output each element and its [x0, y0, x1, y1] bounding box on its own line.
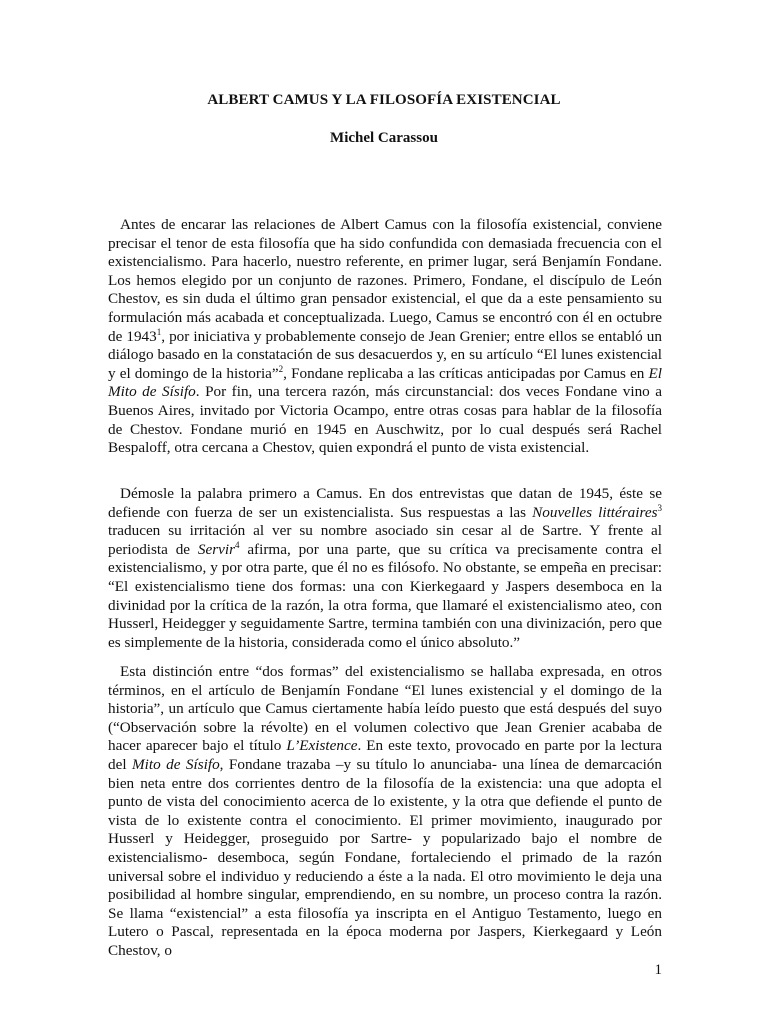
- document-author: Michel Carassou: [330, 130, 438, 146]
- book-title-l-existence: L’Existence: [286, 737, 358, 755]
- paragraph-3-text-a: Esta distinción entre “dos formas” del existencialismo se hallaba expresada, en otros términos, en el artículo de Benjamín Fondane “El lunes existencial y el domingo de la historia”, un artículo que Camus ciertamente había leído puesto que está después del suyo (“Observación sobre la révolte) en el volumen colectivo que Jean Grenier acababa de hacer aparecer bajo el título: [108, 663, 662, 755]
- paragraph-2-text-a: Démosle la palabra primero a Camus. En dos entrevistas que datan de 1945, éste se defiende con fuerza de ser un existencialista. Sus respuestas a las: [108, 485, 662, 521]
- publication-servir: Servir: [197, 540, 235, 558]
- paragraph-2-text-b: traducen su irritación al ver su nombre asociado sin cesar al de Sartre. Y frente al periodista de: [108, 522, 662, 558]
- paragraph-1-text-b: , por iniciativa y probablemente consejo de Jean Grenier; entre ellos se entabló un diálogo basado en la constatación de sus desacuerdos y, en su artículo “El lunes existencial y el domingo de la historia”: [108, 327, 662, 382]
- footnote-ref-1: 1: [156, 326, 162, 337]
- paragraph-1-text-d: . Por fin, una tercera razón, más circunstancial: dos veces Fondane vino a Buenos Aires, invitado por Victoria Ocampo, entre otras cosas para hablar de la filosofía de Chestov. Fondane murió en 1945 en Auschwitz, por lo cual después será Rachel Bespaloff, otra cercana a Chestov, quien expondrá el punto de vista existencial.: [108, 383, 662, 457]
- paragraph-3-text-c: , Fondane trazaba –y su título lo anunciaba- una línea de demarcación bien neta entre dos corrientes dentro de la filosofía de la existencia: una que adopta el punto de vista del conocimiento acerca de lo existente, y la otra que defiende el punto de vista de lo existente contra el conocimiento. El primer movimiento, inaugurado por Husserl y Heidegger, proseguido por Sartre- y popularizado bajo el nombre de existencialismo- desemboca, según Fondane, fortaleciendo el primado de la razón universal sobre el individuo y reduciendo a éste a la nada. El otro movimiento le deja una posibilidad al hombre singular, emprendiendo, en su nombre, un proceso contra la razón. Se llama “existencial” a esta filosofía ya inscripta en el Antiguo Testamento, luego en Lutero o Pascal, representada en la época moderna por Jaspers, Kierkegaard y León Chestov, o: [108, 755, 662, 959]
- footnote-ref-3: 3: [657, 502, 662, 513]
- page-number: 1: [654, 962, 662, 978]
- paragraph-2-text-c: afirma, por una parte, que su crítica va precisamente contra el existencialismo, y por otra parte, que él no es filósofo. No obstante, se empeña en precisar: “El existencialismo tiene dos formas: una con Kierkegaard y Jaspers desemboca en la divinidad por la crítica de la razón, la otra forma, que llamaré el existencialismo ateo, con Husserl, Heidegger y seguidamente Sartre, termina también con una divinización, pero que es simplemente de la historia, considerada como el único absoluto.”: [108, 540, 662, 651]
- book-title-mito-de-sisifo-2: Mito de Sísifo: [132, 755, 220, 773]
- paragraph-3-text-b: . En este texto, provocado en parte por la lectura del: [108, 737, 662, 773]
- book-title-mito-de-sisifo: El Mito de Sísifo: [108, 364, 662, 401]
- paragraph-1-text-c: , Fondane replicaba a las críticas anticipadas por Camus en: [283, 364, 649, 382]
- paragraph-2: [108, 485, 662, 652]
- footnote-ref-2: 2: [278, 363, 284, 374]
- paragraph-3: [108, 663, 662, 961]
- footnote-ref-4: 4: [235, 539, 240, 550]
- document-title: ALBERT CAMUS Y LA FILOSOFÍA EXISTENCIAL: [207, 92, 561, 108]
- paragraph-1-text-a: Antes de encarar las relaciones de Albert Camus con la filosofía existencial, conviene precisar el tenor de esta filosofía que ha sido confundida con demasiada frecuencia con el existencialismo. Para hacerlo, nuestro referente, en primer lugar, será Benjamín Fondane. Los hemos elegido por un conjunto de razones. Primero, Fondane, el discípulo de León Chestov, es sin duda el último gran pensador existencial, el que da a este pensamiento su formulación más acabada et conceptualizada. Luego, Camus se encontró con él en octubre de 1943: [108, 216, 662, 345]
- paragraph-1: [108, 216, 662, 458]
- publication-nouvelles-litteraires: Nouvelles littéraires: [532, 503, 658, 521]
